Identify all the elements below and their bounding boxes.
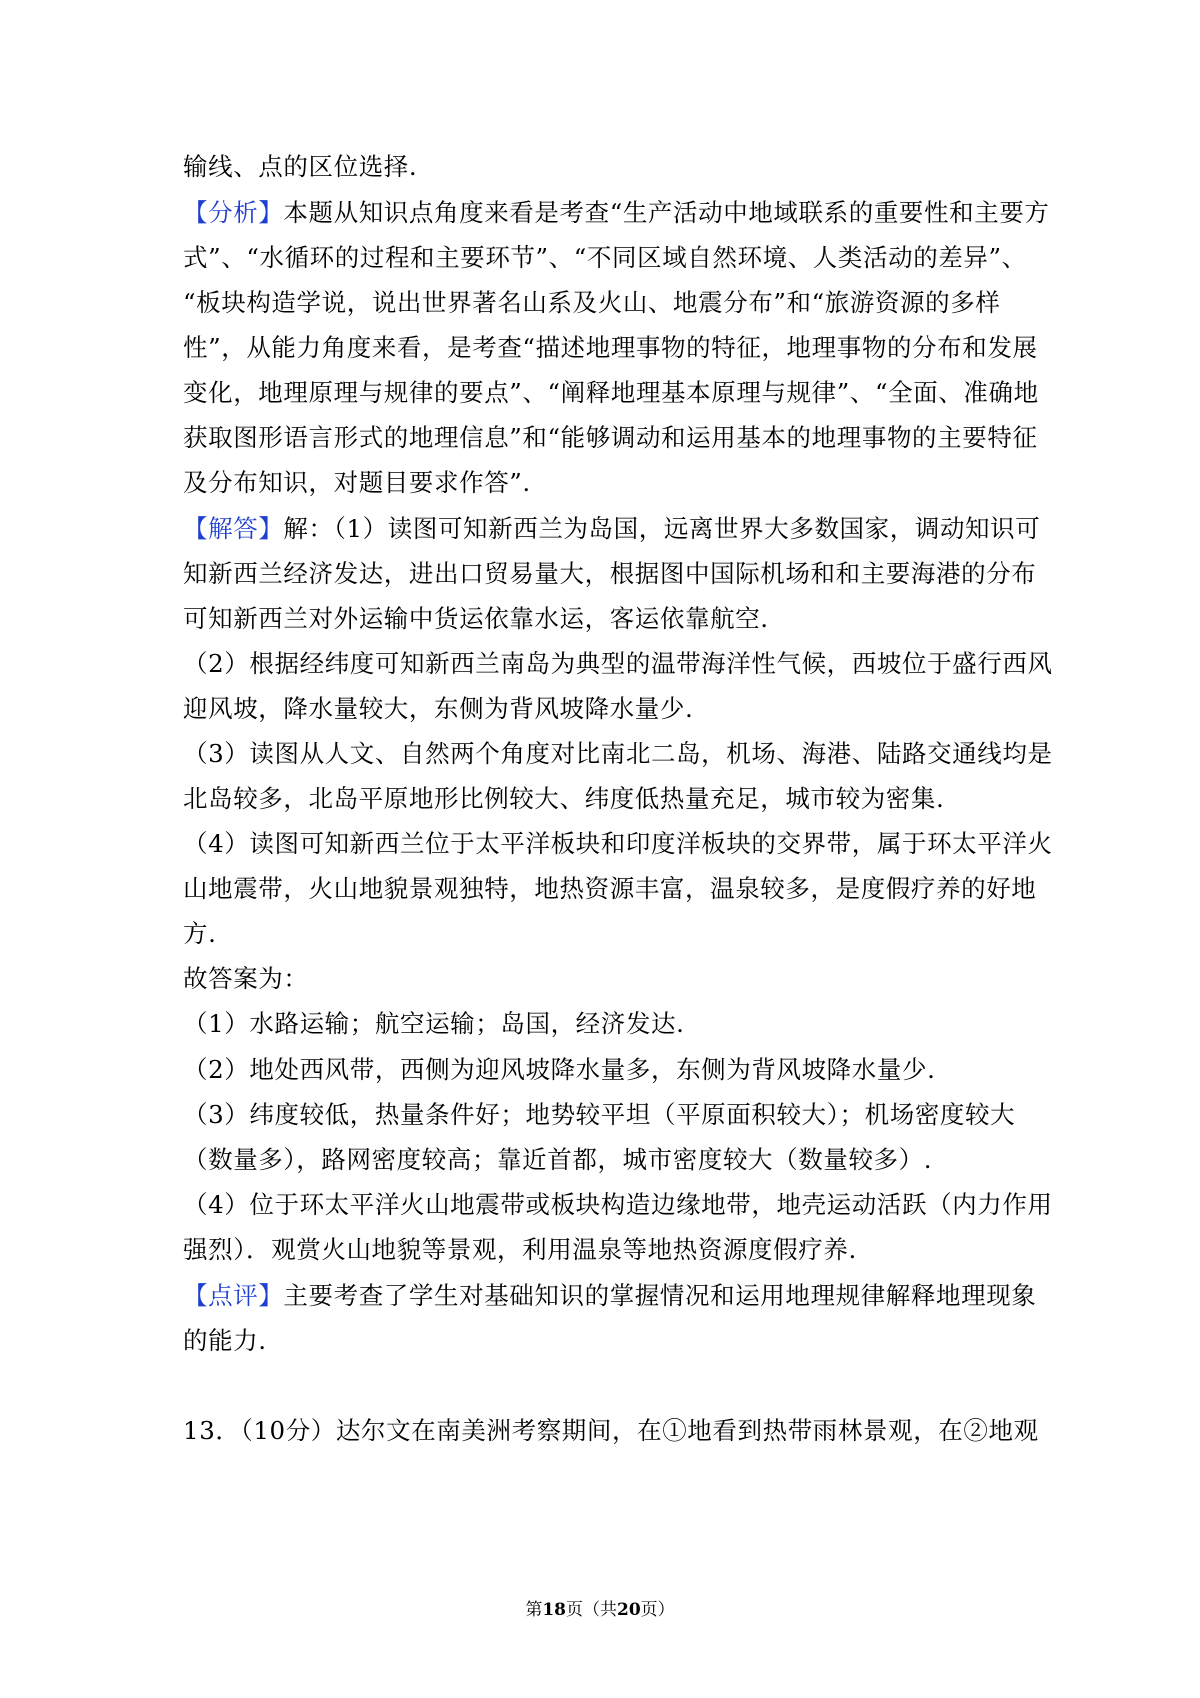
footer-prefix: 第	[525, 1600, 543, 1620]
page-footer	[0, 1598, 1200, 1622]
line-text: 的能力.	[183, 1326, 267, 1355]
line-text: （1）水路运输；航空运输；岛国，经济发达.	[183, 1009, 685, 1038]
line-text: 变化，地理原理与规律的要点”、“阐释地理基本原理与规律”、“全面、准确地	[183, 378, 1039, 407]
line-text: 获取图形语言形式的地理信息”和“能够调动和运用基本的地理事物的主要特征	[183, 423, 1038, 452]
line-text: 北岛较多，北岛平原地形比例较大、纬度低热量充足，城市较为密集.	[183, 784, 945, 813]
line-text: 解：（1）读图可知新西兰为岛国，远离世界大多数国家，调动知识可	[283, 514, 1041, 543]
line-text: 13．（10分）达尔文在南美洲考察期间，在①地看到热带雨林景观，在②地观	[183, 1416, 1039, 1445]
line-text: 方.	[183, 919, 217, 948]
text-line	[183, 1233, 1033, 1267]
text-line	[183, 286, 1033, 320]
footer-total-pages: 20	[617, 1600, 641, 1620]
text-line	[183, 1188, 1053, 1222]
text-line	[183, 602, 1033, 636]
text-line	[183, 1279, 1037, 1313]
line-text: （3）纬度较低，热量条件好；地势较平坦（平原面积较大）；机场密度较大	[183, 1100, 1016, 1129]
text-line	[183, 647, 1053, 681]
line-text: （3）读图从人文、自然两个角度对比南北二岛，机场、海港、陆路交通线均是	[183, 739, 1053, 768]
line-text: 本题从知识点角度来看是考查“生产活动中地域联系的重要性和主要方	[283, 198, 1050, 227]
text-line	[183, 557, 1037, 591]
line-text: （数量多），路网密度较高；靠近首都，城市密度较大（数量较多）.	[183, 1145, 933, 1174]
text-line	[183, 1324, 1033, 1358]
text-line	[183, 827, 1053, 861]
line-text: （2）根据经纬度可知新西兰南岛为典型的温带海洋性气候，西坡位于盛行西风	[183, 649, 1053, 678]
line-text: 强烈）．观赏火山地貌等景观，利用温泉等地热资源度假疗养.	[183, 1235, 857, 1264]
line-text: （2）地处西风带，西侧为迎风坡降水量多，东侧为背风坡降水量少.	[183, 1055, 936, 1084]
line-text: 可知新西兰对外运输中货运依靠水运，客运依靠航空.	[183, 604, 769, 633]
text-line	[183, 782, 1033, 816]
text-line	[183, 512, 1041, 546]
text-line	[183, 1053, 1033, 1087]
line-text: （4）位于环太平洋火山地震带或板块构造边缘地带，地壳运动活跃（内力作用	[183, 1190, 1053, 1219]
line-text: 性”，从能力角度来看，是考查“描述地理事物的特征，地理事物的分布和发展	[183, 333, 1038, 362]
text-line	[183, 1007, 1033, 1041]
line-text: 式”、“水循环的过程和主要环节”、“不同区域自然环境、人类活动的差异”、	[183, 243, 1027, 272]
text-line	[183, 1098, 1033, 1132]
text-line	[183, 150, 1033, 184]
text-line	[183, 421, 1038, 455]
text-line	[183, 466, 1033, 500]
text-line	[183, 241, 1033, 275]
text-line	[183, 962, 1033, 996]
line-text: 输线、点的区位选择.	[183, 152, 418, 181]
text-line	[183, 331, 1038, 365]
footer-page-number: 18	[542, 1600, 566, 1620]
question-13-line	[183, 1414, 1039, 1448]
line-text: （4）读图可知新西兰位于太平洋板块和印度洋板块的交界带，属于环太平洋火	[183, 829, 1053, 858]
line-text: 山地震带，火山地貌景观独特，地热资源丰富，温泉较多，是度假疗养的好地	[183, 874, 1037, 903]
text-line	[183, 376, 1039, 410]
text-line	[183, 737, 1053, 771]
line-text: 知新西兰经济发达，进出口贸易量大，根据图中国际机场和和主要海港的分布	[183, 559, 1037, 588]
section-tag: 【分析】	[183, 198, 284, 227]
line-text: “板块构造学说，说出世界著名山系及火山、地震分布”和“旅游资源的多样	[183, 288, 1001, 317]
line-text: 故答案为：	[183, 964, 309, 993]
line-text: 主要考查了学生对基础知识的掌握情况和运用地理规律解释地理现象	[283, 1281, 1037, 1310]
text-line	[183, 872, 1037, 906]
line-text: 迎风坡，降水量较大，东侧为背风坡降水量少.	[183, 694, 694, 723]
text-line	[183, 196, 1050, 230]
line-text: 及分布知识，对题目要求作答”.	[183, 468, 531, 497]
footer-mid: 页（共	[566, 1600, 617, 1620]
section-tag: 【点评】	[183, 1281, 284, 1310]
text-line	[183, 917, 1033, 951]
section-tag: 【解答】	[183, 514, 284, 543]
text-line	[183, 1143, 1033, 1177]
text-line	[183, 692, 1033, 726]
footer-suffix: 页）	[640, 1600, 675, 1620]
